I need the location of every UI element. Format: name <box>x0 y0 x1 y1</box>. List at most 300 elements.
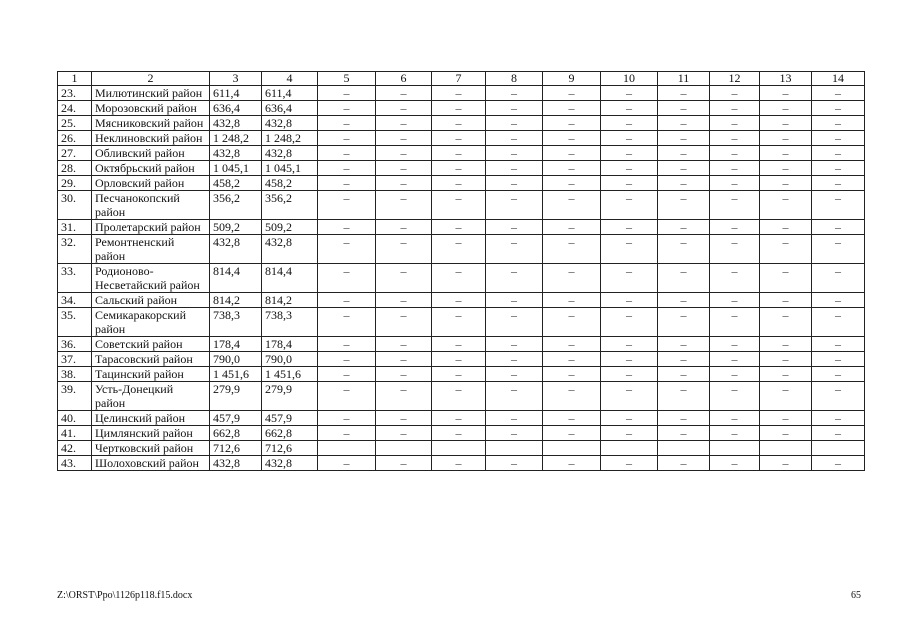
empty-value-cell: – <box>812 352 865 367</box>
empty-value-cell: – <box>543 146 601 161</box>
empty-value-cell: – <box>318 411 376 426</box>
row-number: 39. <box>58 382 92 411</box>
district-name: Сальский район <box>92 293 210 308</box>
empty-value-cell <box>812 441 865 456</box>
empty-value-cell: – <box>486 382 543 411</box>
table-row <box>58 131 865 146</box>
district-name: Морозовский район <box>92 101 210 116</box>
row-number: 42. <box>58 441 92 456</box>
empty-value-cell: – <box>543 86 601 101</box>
table-row <box>58 367 865 382</box>
column-header: 7 <box>432 72 486 86</box>
table-row <box>58 235 865 264</box>
value-col3: 432,8 <box>210 456 262 471</box>
value-col3: 356,2 <box>210 191 262 220</box>
empty-value-cell: – <box>658 337 710 352</box>
empty-value-cell: – <box>760 191 812 220</box>
empty-value-cell: – <box>658 293 710 308</box>
empty-value-cell: – <box>601 456 658 471</box>
empty-value-cell: – <box>376 293 432 308</box>
value-col3: 662,8 <box>210 426 262 441</box>
empty-value-cell: – <box>486 146 543 161</box>
data-table <box>57 71 865 471</box>
empty-value-cell: – <box>710 411 760 426</box>
value-col3: 279,9 <box>210 382 262 411</box>
value-col4: 1 248,2 <box>262 131 318 146</box>
empty-value-cell: – <box>486 456 543 471</box>
empty-value-cell: – <box>376 352 432 367</box>
empty-value-cell: – <box>486 367 543 382</box>
empty-value-cell: – <box>543 456 601 471</box>
empty-value-cell <box>543 441 601 456</box>
empty-value-cell: – <box>318 86 376 101</box>
empty-value-cell: – <box>760 456 812 471</box>
empty-value-cell: – <box>318 426 376 441</box>
empty-value-cell: – <box>760 161 812 176</box>
value-col3: 1 248,2 <box>210 131 262 146</box>
empty-value-cell: – <box>376 367 432 382</box>
table-row <box>58 308 865 337</box>
empty-value-cell: – <box>376 131 432 146</box>
empty-value-cell: – <box>543 352 601 367</box>
empty-value-cell: – <box>812 161 865 176</box>
empty-value-cell: – <box>710 146 760 161</box>
empty-value-cell: – <box>812 235 865 264</box>
value-col4: 432,8 <box>262 116 318 131</box>
value-col4: 814,2 <box>262 293 318 308</box>
empty-value-cell: – <box>601 161 658 176</box>
row-number: 23. <box>58 86 92 101</box>
empty-value-cell: – <box>543 161 601 176</box>
empty-value-cell: – <box>376 456 432 471</box>
empty-value-cell: – <box>543 308 601 337</box>
value-col3: 432,8 <box>210 146 262 161</box>
empty-value-cell: – <box>601 101 658 116</box>
empty-value-cell: – <box>432 220 486 235</box>
empty-value-cell: – <box>658 161 710 176</box>
column-header: 5 <box>318 72 376 86</box>
empty-value-cell: – <box>710 176 760 191</box>
empty-value-cell: – <box>318 101 376 116</box>
row-number: 35. <box>58 308 92 337</box>
column-header: 12 <box>710 72 760 86</box>
empty-value-cell: – <box>432 337 486 352</box>
value-col4: 509,2 <box>262 220 318 235</box>
district-name: Обливский район <box>92 146 210 161</box>
empty-value-cell: – <box>710 131 760 146</box>
empty-value-cell: – <box>760 131 812 146</box>
empty-value-cell: – <box>432 131 486 146</box>
empty-value-cell: – <box>376 191 432 220</box>
value-col4: 662,8 <box>262 426 318 441</box>
value-col3: 457,9 <box>210 411 262 426</box>
empty-value-cell: – <box>376 146 432 161</box>
empty-value-cell <box>601 441 658 456</box>
value-col4: 457,9 <box>262 411 318 426</box>
empty-value-cell: – <box>432 191 486 220</box>
empty-value-cell: – <box>486 161 543 176</box>
empty-value-cell: – <box>318 191 376 220</box>
empty-value-cell: – <box>376 220 432 235</box>
value-col4: 636,4 <box>262 101 318 116</box>
empty-value-cell: – <box>658 411 710 426</box>
empty-value-cell: – <box>812 146 865 161</box>
empty-value-cell: – <box>710 86 760 101</box>
row-number: 38. <box>58 367 92 382</box>
empty-value-cell: – <box>658 456 710 471</box>
empty-value-cell: – <box>486 220 543 235</box>
value-col4: 432,8 <box>262 146 318 161</box>
empty-value-cell: – <box>318 146 376 161</box>
empty-value-cell: – <box>812 176 865 191</box>
row-number: 30. <box>58 191 92 220</box>
district-name: Цимлянский район <box>92 426 210 441</box>
empty-value-cell: – <box>658 131 710 146</box>
empty-value-cell: – <box>710 235 760 264</box>
column-header: 8 <box>486 72 543 86</box>
table-row <box>58 220 865 235</box>
page-number: 65 <box>851 590 861 601</box>
empty-value-cell: – <box>486 86 543 101</box>
row-number: 40. <box>58 411 92 426</box>
value-col3: 814,2 <box>210 293 262 308</box>
table-header <box>58 72 865 86</box>
empty-value-cell: – <box>543 264 601 293</box>
district-name: Песчанокопский район <box>92 191 210 220</box>
empty-value-cell: – <box>658 146 710 161</box>
empty-value-cell: – <box>486 116 543 131</box>
district-name: Родионово-Несветайский район <box>92 264 210 293</box>
empty-value-cell: – <box>760 426 812 441</box>
empty-value-cell: – <box>601 220 658 235</box>
empty-value-cell: – <box>543 382 601 411</box>
table-row <box>58 146 865 161</box>
empty-value-cell: – <box>486 101 543 116</box>
empty-value-cell: – <box>658 264 710 293</box>
empty-value-cell: – <box>318 161 376 176</box>
empty-value-cell: – <box>543 131 601 146</box>
district-name: Чертковский район <box>92 441 210 456</box>
empty-value-cell: – <box>318 308 376 337</box>
row-number: 32. <box>58 235 92 264</box>
empty-value-cell: – <box>601 337 658 352</box>
empty-value-cell: – <box>318 352 376 367</box>
empty-value-cell: – <box>432 235 486 264</box>
empty-value-cell: – <box>432 161 486 176</box>
empty-value-cell: – <box>760 382 812 411</box>
district-name: Целинский район <box>92 411 210 426</box>
value-col3: 432,8 <box>210 235 262 264</box>
empty-value-cell: – <box>318 235 376 264</box>
empty-value-cell: – <box>812 116 865 131</box>
column-header: 2 <box>92 72 210 86</box>
empty-value-cell: – <box>658 308 710 337</box>
empty-value-cell: – <box>710 116 760 131</box>
empty-value-cell: – <box>760 308 812 337</box>
column-header: 13 <box>760 72 812 86</box>
empty-value-cell: – <box>710 337 760 352</box>
table-row <box>58 426 865 441</box>
empty-value-cell: – <box>812 191 865 220</box>
empty-value-cell: – <box>432 382 486 411</box>
empty-value-cell: – <box>432 308 486 337</box>
column-header: 10 <box>601 72 658 86</box>
empty-value-cell: – <box>486 337 543 352</box>
empty-value-cell: – <box>543 411 601 426</box>
empty-value-cell: – <box>760 101 812 116</box>
empty-value-cell: – <box>710 220 760 235</box>
empty-value-cell: – <box>760 411 812 426</box>
table-row <box>58 86 865 101</box>
empty-value-cell: – <box>486 191 543 220</box>
empty-value-cell: – <box>601 86 658 101</box>
empty-value-cell <box>760 441 812 456</box>
empty-value-cell: – <box>601 382 658 411</box>
empty-value-cell: – <box>376 116 432 131</box>
table-row <box>58 411 865 426</box>
empty-value-cell: – <box>376 264 432 293</box>
value-col3: 1 045,1 <box>210 161 262 176</box>
empty-value-cell: – <box>318 337 376 352</box>
empty-value-cell: – <box>601 411 658 426</box>
empty-value-cell: – <box>486 426 543 441</box>
value-col3: 178,4 <box>210 337 262 352</box>
empty-value-cell: – <box>658 367 710 382</box>
empty-value-cell: – <box>543 367 601 382</box>
row-number: 24. <box>58 101 92 116</box>
value-col3: 432,8 <box>210 116 262 131</box>
empty-value-cell: – <box>376 235 432 264</box>
empty-value-cell: – <box>601 191 658 220</box>
empty-value-cell: – <box>376 101 432 116</box>
table-row <box>58 161 865 176</box>
empty-value-cell: – <box>376 86 432 101</box>
empty-value-cell: – <box>760 116 812 131</box>
empty-value-cell: – <box>432 367 486 382</box>
empty-value-cell: – <box>760 367 812 382</box>
empty-value-cell: – <box>318 116 376 131</box>
empty-value-cell: – <box>486 176 543 191</box>
district-name: Неклиновский район <box>92 131 210 146</box>
empty-value-cell: – <box>658 176 710 191</box>
empty-value-cell: – <box>601 426 658 441</box>
row-number: 29. <box>58 176 92 191</box>
empty-value-cell: – <box>486 308 543 337</box>
empty-value-cell: – <box>812 293 865 308</box>
empty-value-cell: – <box>601 146 658 161</box>
empty-value-cell: – <box>432 176 486 191</box>
empty-value-cell: – <box>812 308 865 337</box>
empty-value-cell: – <box>318 293 376 308</box>
empty-value-cell: – <box>432 411 486 426</box>
empty-value-cell: – <box>432 101 486 116</box>
empty-value-cell: – <box>710 308 760 337</box>
column-header: 4 <box>262 72 318 86</box>
empty-value-cell: – <box>658 191 710 220</box>
table-row <box>58 456 865 471</box>
value-col4: 458,2 <box>262 176 318 191</box>
empty-value-cell: – <box>760 352 812 367</box>
district-name: Октябрьский район <box>92 161 210 176</box>
empty-value-cell: – <box>812 337 865 352</box>
district-name: Усть-Донецкий район <box>92 382 210 411</box>
value-col4: 1 451,6 <box>262 367 318 382</box>
value-col4: 178,4 <box>262 337 318 352</box>
empty-value-cell: – <box>318 176 376 191</box>
header-row <box>58 72 865 86</box>
value-col3: 636,4 <box>210 101 262 116</box>
row-number: 33. <box>58 264 92 293</box>
empty-value-cell: – <box>318 220 376 235</box>
value-col3: 611,4 <box>210 86 262 101</box>
empty-value-cell: – <box>710 456 760 471</box>
empty-value-cell: – <box>432 86 486 101</box>
empty-value-cell: – <box>486 352 543 367</box>
value-col3: 1 451,6 <box>210 367 262 382</box>
empty-value-cell: – <box>543 293 601 308</box>
empty-value-cell: – <box>376 308 432 337</box>
empty-value-cell: – <box>318 456 376 471</box>
empty-value-cell: – <box>543 191 601 220</box>
empty-value-cell: – <box>432 352 486 367</box>
empty-value-cell: – <box>543 116 601 131</box>
value-col4: 432,8 <box>262 456 318 471</box>
empty-value-cell: – <box>486 131 543 146</box>
empty-value-cell: – <box>432 426 486 441</box>
footer-file-path: Z:\ORST\Ppo\1126p118.f15.docx <box>57 590 193 601</box>
empty-value-cell: – <box>760 264 812 293</box>
empty-value-cell: – <box>318 367 376 382</box>
empty-value-cell: – <box>601 352 658 367</box>
district-name: Милютинский район <box>92 86 210 101</box>
empty-value-cell: – <box>658 382 710 411</box>
value-col4: 1 045,1 <box>262 161 318 176</box>
value-col3: 814,4 <box>210 264 262 293</box>
empty-value-cell: – <box>658 426 710 441</box>
district-name: Тацинский район <box>92 367 210 382</box>
empty-value-cell: – <box>601 264 658 293</box>
empty-value-cell: – <box>543 426 601 441</box>
table-row <box>58 264 865 293</box>
empty-value-cell <box>432 441 486 456</box>
row-number: 27. <box>58 146 92 161</box>
value-col4: 712,6 <box>262 441 318 456</box>
empty-value-cell: – <box>543 337 601 352</box>
table-row <box>58 176 865 191</box>
district-name: Орловский район <box>92 176 210 191</box>
table-row <box>58 116 865 131</box>
empty-value-cell: – <box>318 131 376 146</box>
empty-value-cell: – <box>812 131 865 146</box>
empty-value-cell: – <box>658 220 710 235</box>
empty-value-cell: – <box>812 86 865 101</box>
table-row <box>58 101 865 116</box>
row-number: 36. <box>58 337 92 352</box>
table-row <box>58 382 865 411</box>
empty-value-cell: – <box>760 235 812 264</box>
empty-value-cell: – <box>601 131 658 146</box>
row-number: 28. <box>58 161 92 176</box>
column-header: 9 <box>543 72 601 86</box>
empty-value-cell: – <box>376 411 432 426</box>
empty-value-cell: – <box>376 161 432 176</box>
district-name: Мясниковский район <box>92 116 210 131</box>
empty-value-cell: – <box>812 264 865 293</box>
empty-value-cell: – <box>812 426 865 441</box>
empty-value-cell: – <box>601 293 658 308</box>
empty-value-cell: – <box>486 293 543 308</box>
empty-value-cell: – <box>760 176 812 191</box>
value-col4: 738,3 <box>262 308 318 337</box>
empty-value-cell: – <box>376 382 432 411</box>
empty-value-cell: – <box>543 220 601 235</box>
empty-value-cell: – <box>658 101 710 116</box>
empty-value-cell: – <box>486 235 543 264</box>
empty-value-cell: – <box>812 101 865 116</box>
empty-value-cell: – <box>760 337 812 352</box>
column-header: 6 <box>376 72 432 86</box>
column-header: 1 <box>58 72 92 86</box>
value-col3: 509,2 <box>210 220 262 235</box>
empty-value-cell: – <box>812 411 865 426</box>
table-row <box>58 293 865 308</box>
empty-value-cell: – <box>812 220 865 235</box>
empty-value-cell: – <box>601 176 658 191</box>
row-number: 26. <box>58 131 92 146</box>
table-row <box>58 337 865 352</box>
table-row <box>58 352 865 367</box>
column-header: 14 <box>812 72 865 86</box>
row-number: 43. <box>58 456 92 471</box>
value-col3: 712,6 <box>210 441 262 456</box>
empty-value-cell: – <box>812 456 865 471</box>
empty-value-cell: – <box>486 264 543 293</box>
value-col4: 814,4 <box>262 264 318 293</box>
empty-value-cell <box>318 441 376 456</box>
column-header: 11 <box>658 72 710 86</box>
value-col4: 611,4 <box>262 86 318 101</box>
row-number: 41. <box>58 426 92 441</box>
empty-value-cell: – <box>486 411 543 426</box>
district-name: Семикаракорский район <box>92 308 210 337</box>
empty-value-cell: – <box>601 116 658 131</box>
empty-value-cell: – <box>812 382 865 411</box>
empty-value-cell <box>486 441 543 456</box>
empty-value-cell: – <box>543 235 601 264</box>
empty-value-cell: – <box>710 161 760 176</box>
empty-value-cell: – <box>432 264 486 293</box>
empty-value-cell <box>376 441 432 456</box>
column-header: 3 <box>210 72 262 86</box>
empty-value-cell: – <box>601 308 658 337</box>
empty-value-cell: – <box>658 86 710 101</box>
empty-value-cell: – <box>376 337 432 352</box>
district-name: Советский район <box>92 337 210 352</box>
table-row <box>58 191 865 220</box>
table-row <box>58 441 865 456</box>
empty-value-cell <box>658 441 710 456</box>
empty-value-cell: – <box>658 116 710 131</box>
value-col4: 356,2 <box>262 191 318 220</box>
empty-value-cell: – <box>710 367 760 382</box>
empty-value-cell: – <box>601 235 658 264</box>
row-number: 25. <box>58 116 92 131</box>
empty-value-cell: – <box>760 220 812 235</box>
empty-value-cell: – <box>543 176 601 191</box>
empty-value-cell: – <box>318 382 376 411</box>
value-col4: 790,0 <box>262 352 318 367</box>
row-number: 31. <box>58 220 92 235</box>
